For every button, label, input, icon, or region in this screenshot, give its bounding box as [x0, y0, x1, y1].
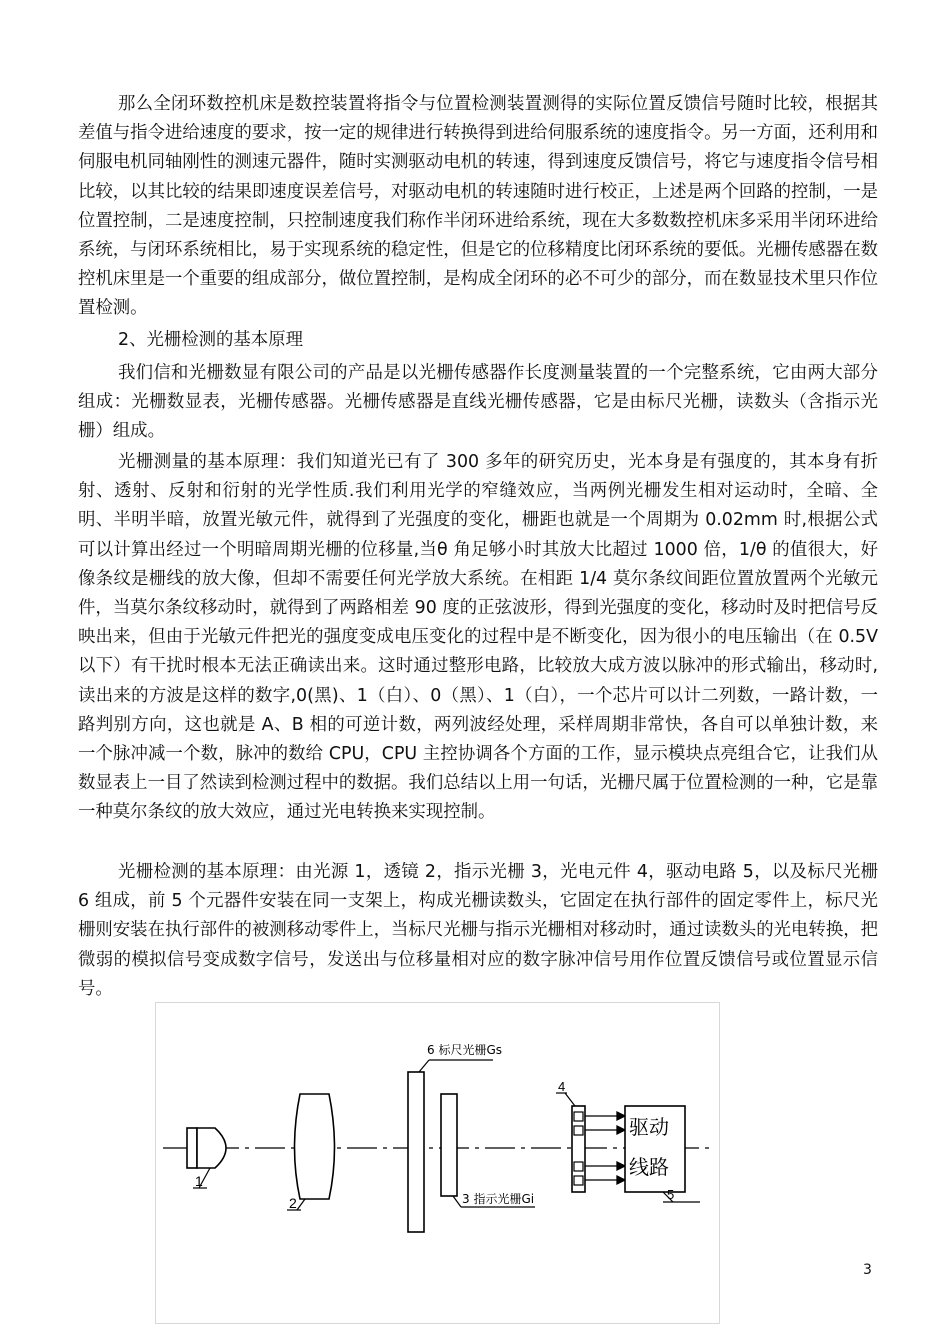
page-number: 3 [863, 1262, 872, 1278]
lens [287, 1094, 335, 1210]
label-3: 3 指示光栅Gi [462, 1192, 535, 1206]
paragraph-measurement-principle: 光栅测量的基本原理：我们知道光已有了 300 多年的研究历史，光本身是有强度的，其本身有折射、透射、反射和衍射的光学性质.我们利用光学的窄缝效应，当两例光栅发生相对运动时，全暗、全明、半明半暗，放置光敏元件，就得到了光强度的变化，栅距也就是一个周期为 0.02mm 时,根据公式可以计算出经过一个明暗周期光栅的位移量,当θ 角足够小时其放大比超过 1000 倍，1/θ 的值很大，好像条纹是栅线的放大像，但却不需要任何光学放大系统。在相距 1/4 莫尔条纹间距位置放置两个光敏元件，当莫尔条纹移动时，就得到了两路相差 90 度的正弦波形，得到光强度的变化，移动时及时把信号反映出来，但由于光敏元件把光的强度变成电压变化的过程中是不断变化，因为很小的电压输出（在 0.5V 以下）有干扰时根本无法正确读出来。这时通过整形电路，比较放大成方波以脉冲的形式输出，移动时,读出来的方波是这样的数字,0(黑)、1（白）、0（黑）、1（白），一个芯片可以计二列数，一路计数，一路判别方向，这也就是 A、B 相的可逆计数，两列波经处理，采样周期非常快，各自可以单独计数，来一个脉冲减一个数，脉冲的数给 CPU，CPU 主控协调各个方面的工作，显示模块点亮组合它，让我们从数显表上一目了然读到检测过程中的数据。我们总结以上用一句话，光栅尺属于位置检测的一种，它是靠一种莫尔条纹的放大效应，通过光电转换来实现控制。 [78, 452, 878, 823]
light-source [187, 1128, 226, 1188]
indicator-grating [441, 1094, 535, 1207]
paragraph-closed-loop: 那么全闭环数控机床是数控装置将指令与位置检测装置测得的实际位置反馈信号随时比较，根据其差值与指令进给速度的要求，按一定的规律进行转换得到进给伺服系统的速度指令。另一方面，还利用和伺服电机同轴刚性的测速元器件，随时实测驱动电机的转速，得到速度反馈信号，将它与速度指令信号相比较，以其比较的结果即速度误差信号，对驱动电机的转速随时进行校正，上述是两个回路的控制，一是位置控制，二是速度控制，只控制速度我们称作半闭环进给系统，现在大多数数控机床多采用半闭环进给系统，与闭环系统相比，易于实现系统的稳定性，但是它的位移精度比闭环系统的要低。光栅传感器在数控机床里是一个重要的组成部分，做位置控制，是构成全闭环的必不可少的部分，而在数显技术里只作位置检测。 [78, 94, 878, 319]
paragraph-company-intro: 我们信和光栅数显有限公司的产品是以光栅传感器作长度测量装置的一个完整系统，它由两大部分组成：光栅数显表，光栅传感器。光栅传感器是直线光栅传感器，它是由标尺光栅，读数头（含指示光栅）组成。 [78, 363, 878, 442]
label-6: 6 标尺光栅Gs [427, 1043, 503, 1057]
drive-label-top: 驱动 [629, 1115, 669, 1139]
label-4: 4 [558, 1079, 566, 1094]
label-1: 1 [195, 1173, 203, 1189]
photoelectric-elements [556, 1093, 585, 1192]
paragraph-detection-principle: 光栅检测的基本原理：由光源 1，透镜 2，指示光栅 3，光电元件 4，驱动电路 5，以及标尺光栅 6 组成，前 5 个元器件安装在同一支架上，构成光栅读数头，它固定在执行部件的固定零件上，标尺光栅则安装在执行部件的被测移动零件上，当标尺光栅与指示光栅相对移动时，通过读数头的光电转换，把微弱的模拟信号变成数字信号，发送出与位移量相对应的数字脉冲信号用作位置反馈信号或位置显示信号。 [78, 862, 878, 999]
drive-label-bottom: 线路 [629, 1155, 669, 1179]
label-5: 5 [667, 1187, 675, 1202]
label-2: 2 [289, 1195, 297, 1211]
section-heading: 2、光栅检测的基本原理 [118, 330, 303, 350]
grating-diagram [155, 1002, 720, 1324]
